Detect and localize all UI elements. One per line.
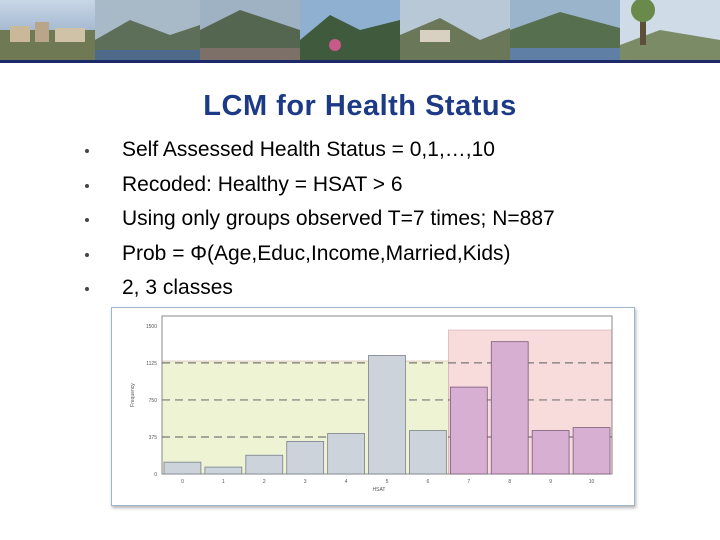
histogram-frame bbox=[111, 307, 635, 506]
bullet-dot-icon bbox=[85, 218, 89, 222]
bullet-item bbox=[85, 138, 555, 173]
bullet-item bbox=[85, 173, 555, 208]
bullet-item bbox=[85, 242, 555, 277]
bar-8 bbox=[491, 342, 528, 474]
y-axis-title: Frequency bbox=[130, 383, 136, 407]
bullet-text: Self Assessed Health Status = 0,1,…,10 bbox=[122, 138, 495, 161]
x-tick-label: 4 bbox=[344, 479, 348, 485]
x-tick-label: 0 bbox=[181, 479, 184, 485]
bar-6 bbox=[409, 431, 446, 474]
y-tick-label: 750 bbox=[148, 397, 157, 404]
y-tick-label: 375 bbox=[148, 434, 157, 441]
x-tick-label: 2 bbox=[262, 479, 266, 485]
x-axis-title: HSAT bbox=[372, 487, 386, 493]
x-tick-label: 7 bbox=[467, 479, 471, 485]
banner-photo-strip bbox=[0, 0, 720, 62]
y-tick-label: 1125 bbox=[146, 360, 157, 367]
bullet-item bbox=[85, 276, 555, 311]
bullet-dot-icon bbox=[85, 149, 89, 153]
bar-3 bbox=[287, 441, 324, 474]
hsat-histogram bbox=[112, 308, 634, 505]
bar-4 bbox=[328, 434, 365, 474]
bullet-list bbox=[85, 138, 555, 311]
bullet-dot-icon bbox=[85, 184, 89, 188]
y-tick-label: 0 bbox=[154, 472, 157, 478]
x-tick-label: 10 bbox=[588, 479, 595, 485]
bar-10 bbox=[573, 428, 610, 474]
bar-1 bbox=[205, 467, 242, 474]
bullet-dot-icon bbox=[85, 287, 89, 291]
slide-title: LCM for Health Status bbox=[203, 90, 517, 122]
bar-2 bbox=[246, 455, 283, 474]
x-tick-label: 8 bbox=[508, 479, 512, 485]
bar-0 bbox=[164, 462, 201, 474]
x-tick-label: 3 bbox=[303, 479, 307, 485]
bar-9 bbox=[532, 431, 569, 474]
x-tick-label: 9 bbox=[549, 479, 553, 485]
bar-5 bbox=[369, 356, 406, 475]
x-tick-label: 6 bbox=[426, 479, 430, 485]
bullet-dot-icon bbox=[85, 253, 89, 257]
bullet-text: 2, 3 classes bbox=[122, 276, 233, 299]
bullet-text: Recoded: Healthy = HSAT > 6 bbox=[122, 172, 403, 196]
bullet-item bbox=[85, 207, 555, 242]
x-tick-label: 1 bbox=[221, 479, 225, 485]
x-tick-label: 5 bbox=[385, 479, 389, 485]
bullet-text: Prob = Φ(Age,Educ,Income,Married,Kids) bbox=[122, 241, 511, 265]
banner-divider bbox=[0, 60, 720, 63]
bar-7 bbox=[450, 387, 487, 474]
bullet-text: Using only groups observed T=7 times; N=887 bbox=[122, 207, 555, 230]
y-tick-label: 1500 bbox=[145, 323, 157, 330]
